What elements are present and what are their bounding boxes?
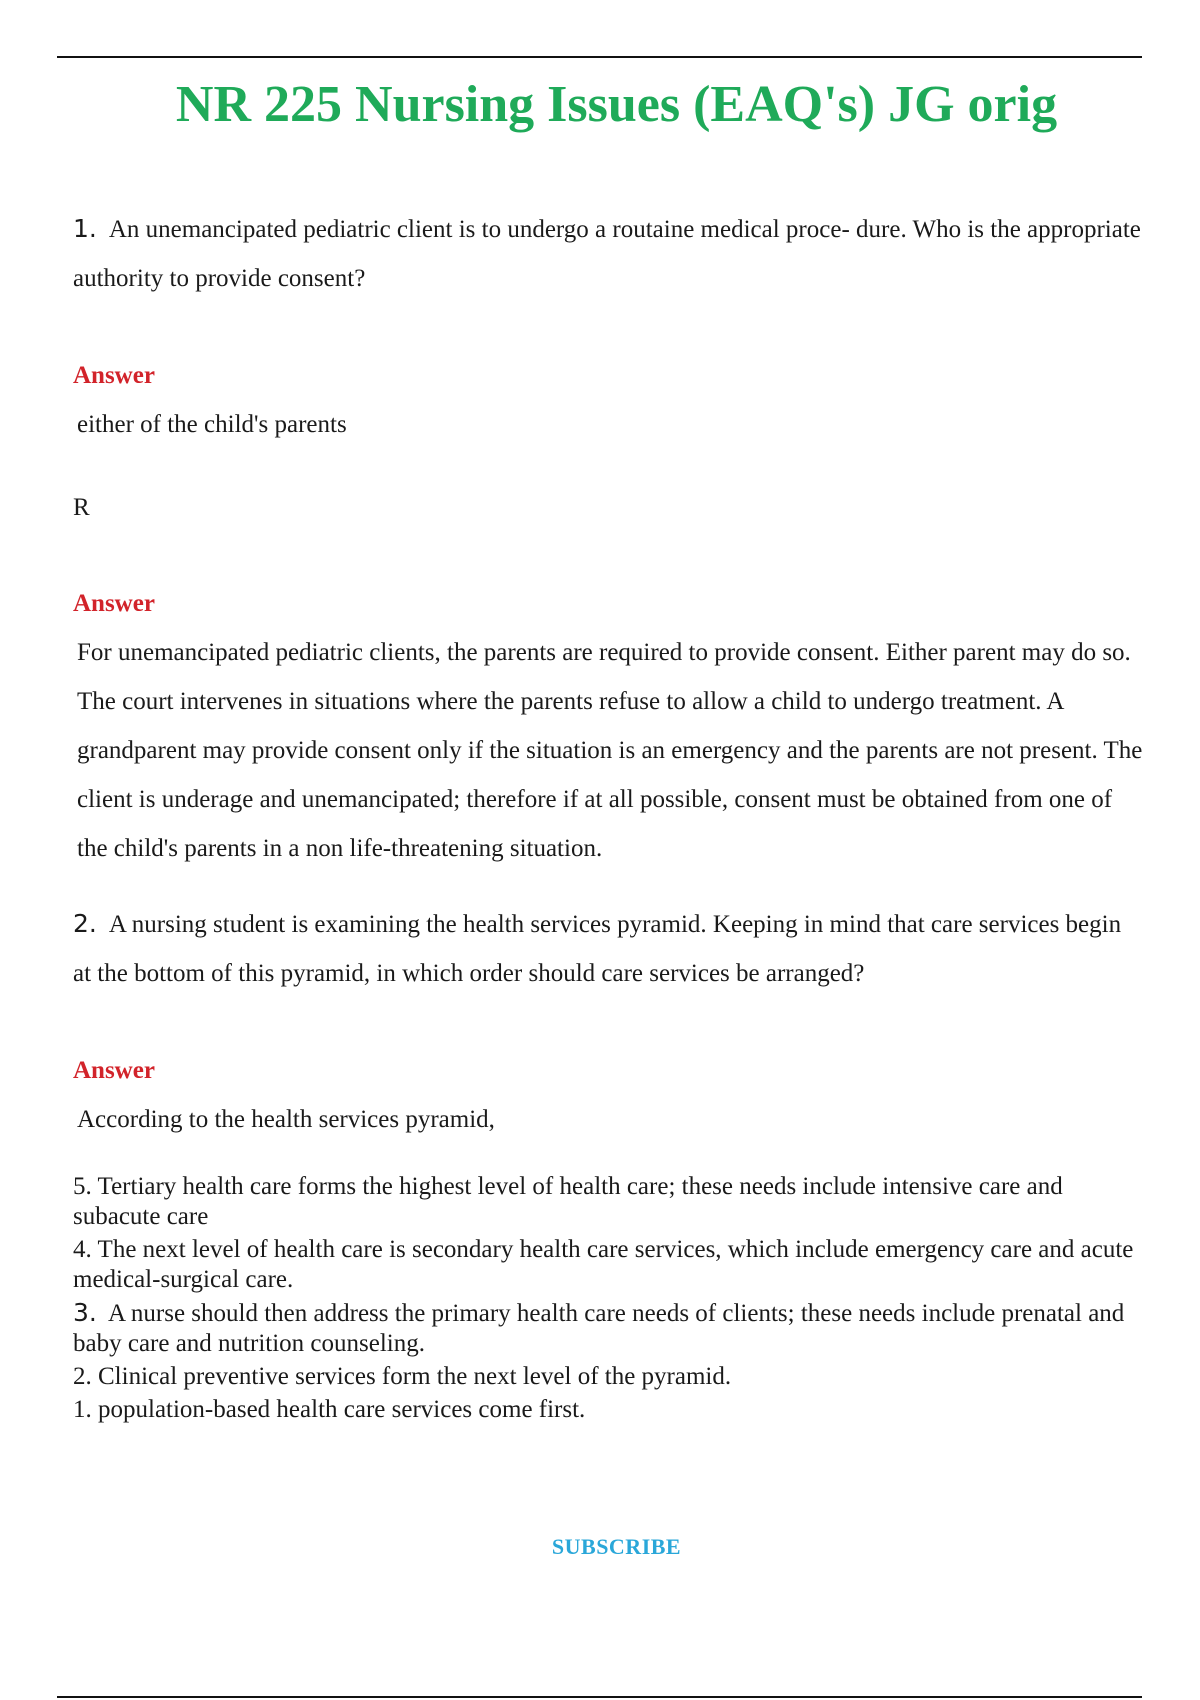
list-item-number: 3. <box>73 1298 97 1327</box>
answer-label: Answer <box>73 590 155 617</box>
pyramid-order-list <box>73 1172 1143 1425</box>
answer-intro: According to the health services pyramid, <box>77 1106 495 1133</box>
answer-marker: R <box>73 494 90 521</box>
document-body <box>73 204 1143 1428</box>
subscribe-link[interactable]: SUBSCRIBE <box>551 1534 682 1559</box>
list-item: 4. The next level of health care is secondary health care services, which include emergency care and acute medical-surgical care. <box>73 1236 1134 1293</box>
question-1 <box>73 204 1143 303</box>
top-rule <box>57 56 1142 58</box>
question-2 <box>73 899 1143 998</box>
list-item: 2. Clinical preventive services form the next level of the pyramid. <box>73 1363 732 1390</box>
answer-text: either of the child's parents <box>77 411 347 438</box>
answer-explanation: For unemancipated pediatric clients, the parents are required to provide consent. Either parent may do so. The court intervenes in situations where the parents refuse to allow a child to undergo treatment. A grandparent may provide consent only if the situation is an emergency and the parents are not present. The client is underage and unemancipated; therefore if at all possible, consent must be obtained from one of the child's parents in a non life-threatening situation. <box>77 639 1143 862</box>
list-item: 5. Tertiary health care forms the highest level of health care; these needs include intensive care and subacute care <box>73 1173 1063 1230</box>
question-number: 1. <box>73 214 97 243</box>
question-number: 2. <box>73 909 97 938</box>
answer-label: Answer <box>73 1057 155 1084</box>
list-item <box>73 1298 1143 1359</box>
list-item: 1. population-based health care services come first. <box>73 1396 586 1423</box>
answer-label: Answer <box>73 362 155 389</box>
question-text: A nursing student is examining the health services pyramid. Keeping in mind that care services begin at the bottom of this pyramid, in which order should care services be arranged? <box>73 911 1122 987</box>
list-item-text: A nurse should then address the primary health care needs of clients; these needs include prenatal and baby care and nutrition counseling. <box>73 1300 1125 1357</box>
bottom-rule <box>57 1696 1142 1698</box>
question-text: An unemancipated pediatric client is to undergo a routaine medical proce- dure. Who is the appropriate authority to provide consent? <box>73 216 1141 292</box>
document-title: NR 225 Nursing Issues (EAQ's) JG orig <box>175 76 1058 133</box>
